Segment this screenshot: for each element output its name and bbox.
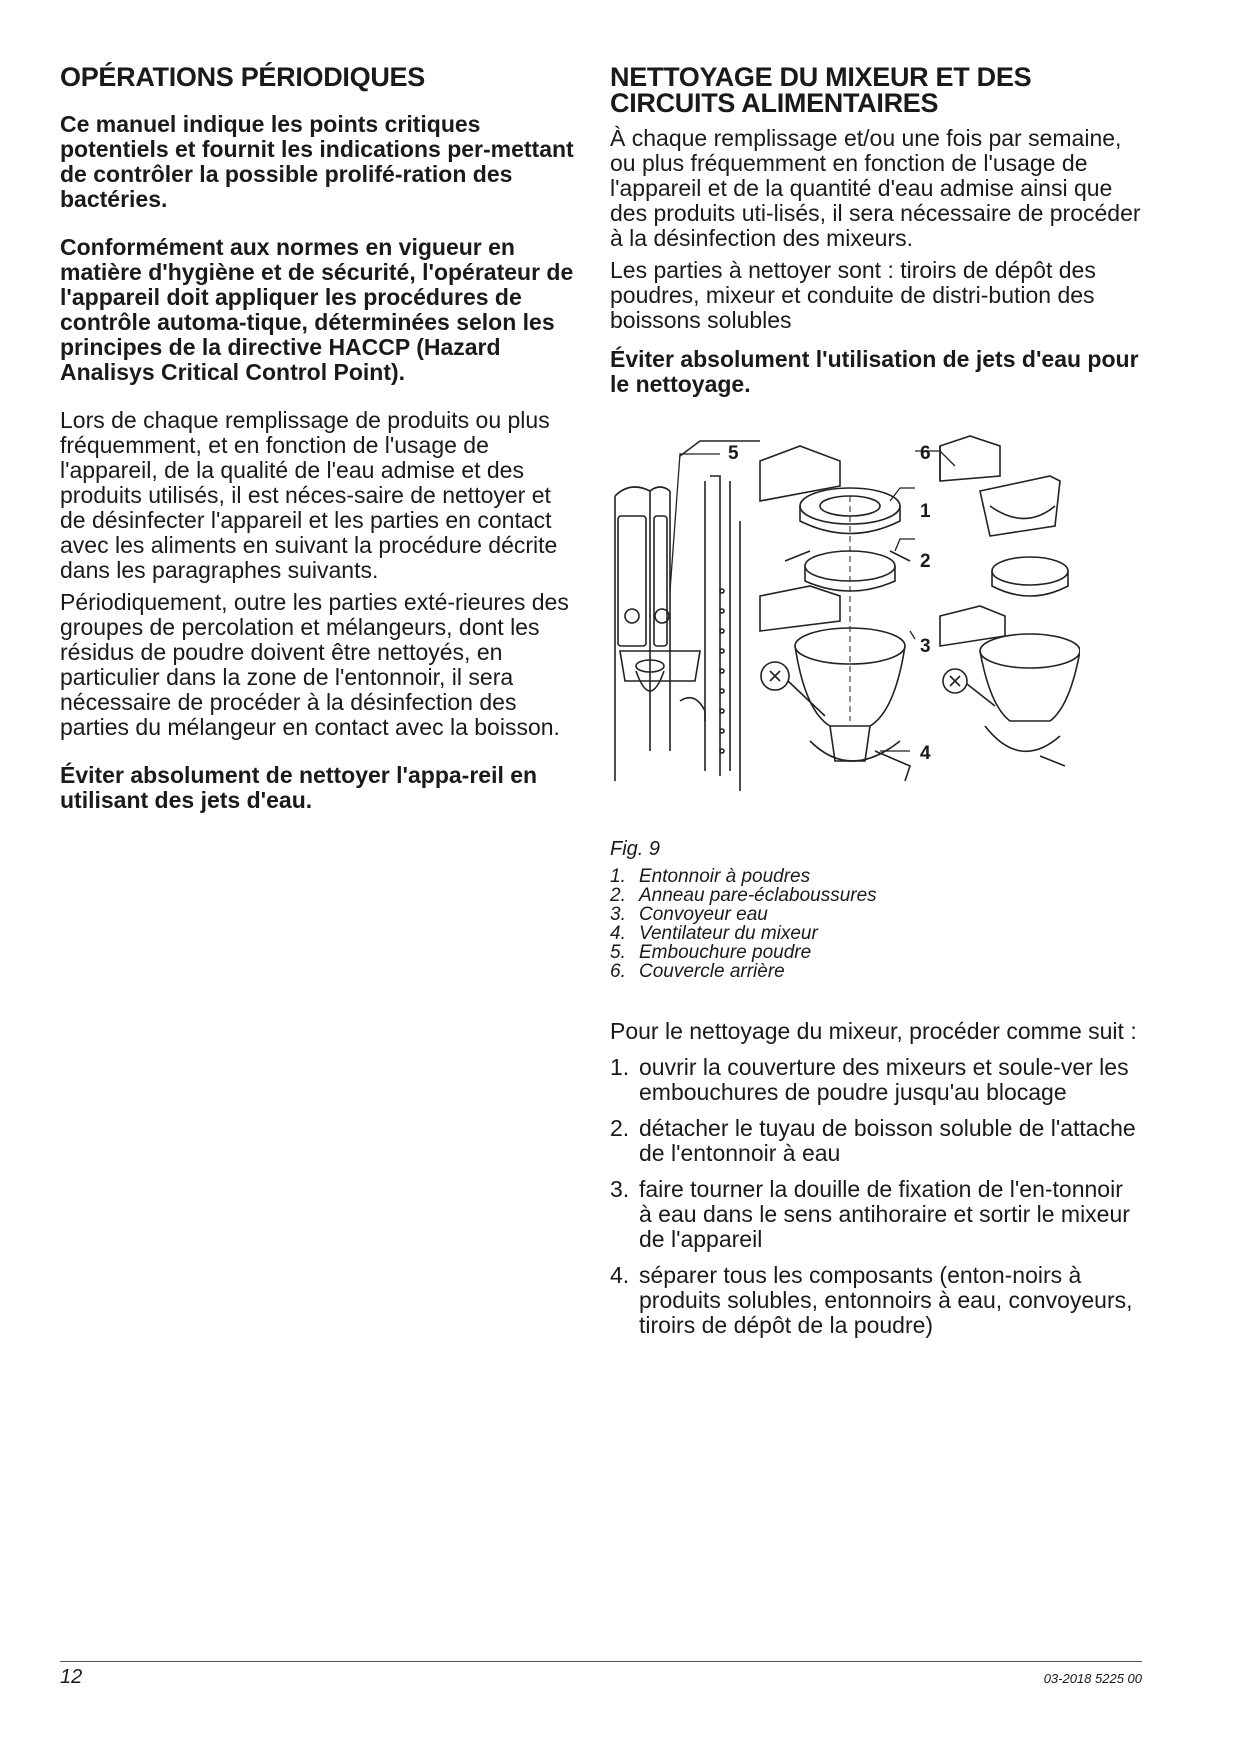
procedure-step: 4. séparer tous les composants (enton-noirs à produits solubles, entonnoirs à eau, convoyeurs, tiroirs de dépôt de la poudre) bbox=[610, 1262, 1133, 1338]
figure-legend bbox=[610, 867, 1142, 981]
callout-2: 2 bbox=[920, 551, 931, 572]
legend-item: 4. Ventilateur du mixeur bbox=[610, 923, 818, 944]
cleaning-warning: Éviter absolument l'utilisation de jets d'eau pour le nettoyage. bbox=[610, 346, 1139, 397]
cleaning-paragraph: À chaque remplissage et/ou une fois par semaine, ou plus fréquemment en fonction de l'usage de l'appareil et de la quantité d'eau admise ainsi que des produits uti-lisés, il sera nécessaire de procéder à la désinfection des mixeurs. bbox=[610, 125, 1141, 251]
right-column bbox=[610, 64, 1142, 1349]
warning-paragraph: Éviter absolument de nettoyer l'appa-reil en utilisant des jets d'eau. bbox=[60, 762, 538, 813]
figure-caption: Fig. 9 bbox=[610, 838, 661, 860]
refill-paragraph: Lors de chaque remplissage de produits ou plus fréquemment, et en fonction de l'usage de l'appareil, de la qualité de l'eau admise et des produits utilisés, il est néces-saire de nettoyer et de désinfecter l'appareil et les parties en contact avec les aliments en suivant la procédure décrite dans les paragraphes suivants. bbox=[60, 407, 558, 583]
callout-1: 1 bbox=[920, 501, 931, 522]
periodic-paragraph: Périodiquement, outre les parties exté-rieures des groupes de percolation et mélangeurs, dont les résidus de poudre doivent être nettoyés, en particulier dans la zone de l'entonnoir, il sera nécessaire de procéder à la désinfection des parties du mélangeur en contact avec la boisson. bbox=[60, 589, 569, 740]
legend-item: 5. Embouchure poudre bbox=[610, 942, 812, 963]
page-number: 12 bbox=[60, 1666, 83, 1688]
callout-4: 4 bbox=[920, 743, 931, 764]
left-column bbox=[60, 64, 580, 813]
section-title-operations: OPÉRATIONS PÉRIODIQUES bbox=[60, 62, 425, 92]
document-code: 03-2018 5225 00 bbox=[1043, 1671, 1142, 1686]
parts-paragraph: Les parties à nettoyer sont : tiroirs de dépôt des poudres, mixeur et conduite de distri-bution des boissons solubles bbox=[610, 257, 1096, 333]
callout-3: 3 bbox=[920, 636, 931, 657]
mixer-diagram bbox=[610, 421, 1080, 821]
legend-item: 2. Anneau pare-éclaboussures bbox=[610, 885, 877, 906]
legend-item: 6. Couvercle arrière bbox=[610, 961, 785, 982]
machine-frame-illustration bbox=[615, 441, 760, 791]
section-title-cleaning: NETTOYAGE DU MIXEUR ET DES CIRCUITS ALIMENTAIRES bbox=[610, 62, 1032, 118]
haccp-paragraph: Conformément aux normes en vigueur en matière d'hygiène et de sécurité, l'opérateur de l'appareil doit appliquer les procédures de contrôle automa-tique, déterminées selon les principes de la directive HACCP (Hazard Analisys Critical Control Point). bbox=[60, 234, 574, 385]
callout-6: 6 bbox=[920, 443, 931, 464]
middle-mixer-stack bbox=[760, 446, 910, 781]
procedure-intro: Pour le nettoyage du mixeur, procéder comme suit : bbox=[610, 1018, 1137, 1044]
legend-item: 1. Entonnoir à poudres bbox=[610, 866, 811, 887]
intro-paragraph: Ce manuel indique les points critiques potentiels et fournit les indications per-mettant de contrôler la possible prolifé-ration des bactéries. bbox=[60, 111, 574, 212]
mixer-exploded-figure bbox=[610, 421, 1080, 821]
callout-5: 5 bbox=[728, 443, 739, 464]
procedure-step: 1. ouvrir la couverture des mixeurs et soule-ver les embouchures de poudre jusqu'au blocage bbox=[610, 1054, 1129, 1105]
right-mixer-stack bbox=[940, 436, 1080, 766]
legend-item: 3. Convoyeur eau bbox=[610, 904, 768, 925]
procedure-steps bbox=[610, 1055, 1142, 1338]
procedure-step: 2. détacher le tuyau de boisson soluble de l'attache de l'entonnoir à eau bbox=[610, 1115, 1136, 1166]
footer-divider bbox=[60, 1661, 1142, 1662]
procedure-step: 3. faire tourner la douille de fixation de l'en-tonnoir à eau dans le sens antihoraire et sortir le mixeur de l'appareil bbox=[610, 1176, 1130, 1252]
